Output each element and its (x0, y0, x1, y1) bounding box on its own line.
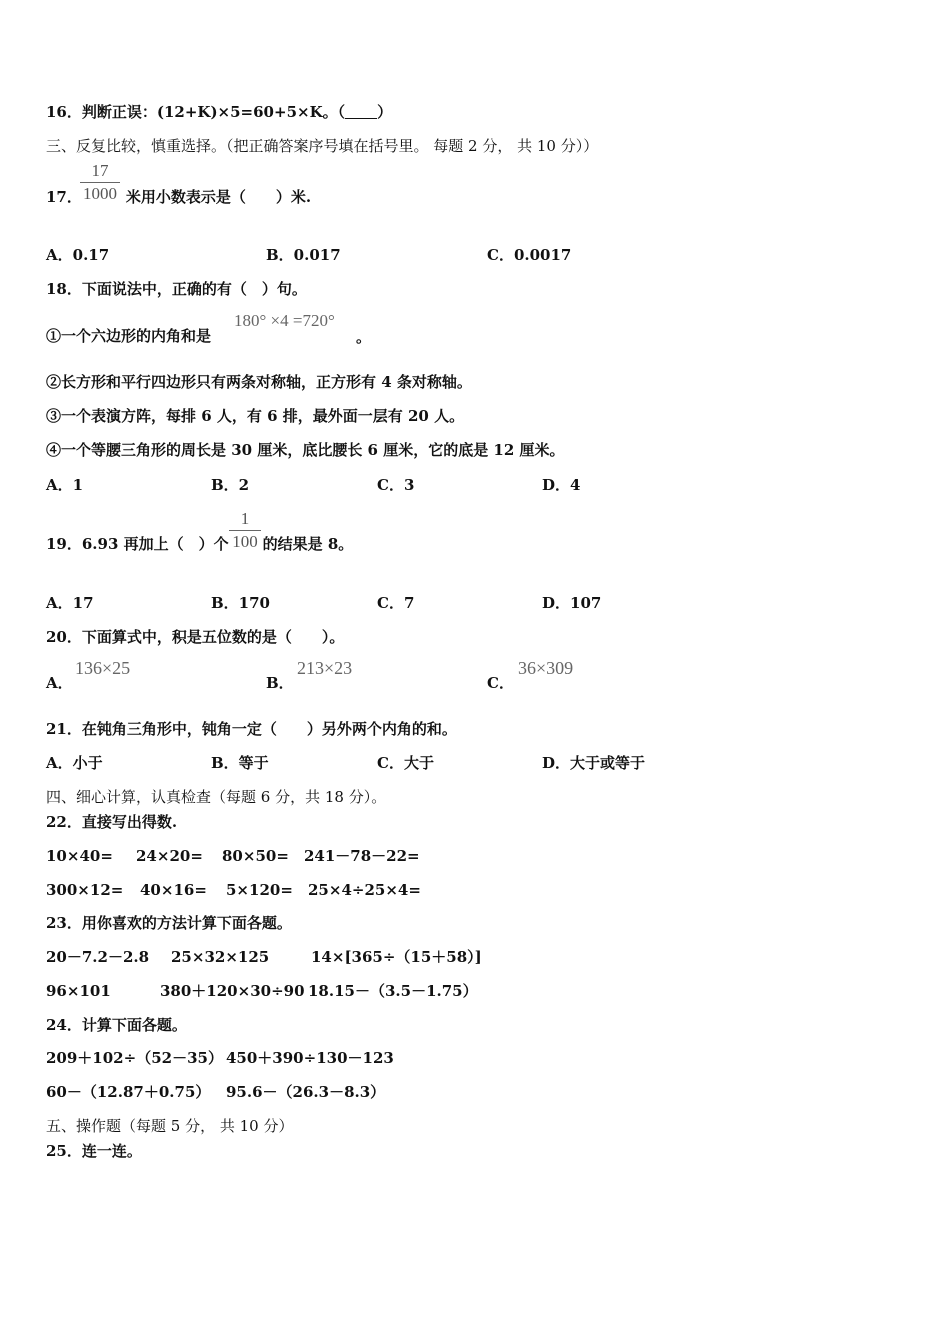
statement-1-period: 。 (356, 328, 372, 346)
question-20-stem: 20．下面算式中，积是五位数的是（ ）。 (46, 628, 345, 646)
option-c[interactable]: C．大于 (377, 754, 434, 772)
answer-blank[interactable] (345, 104, 377, 119)
question-16-close: ） (377, 103, 393, 121)
calc-item: 380＋120×30÷90 (160, 982, 305, 1000)
statement-1-text: ①一个六边形的内角和是 (46, 327, 212, 345)
question-18-stem: 18．下面说法中，正确的有（ ）句。 (46, 280, 307, 298)
fraction-numerator: 17 (91, 161, 109, 180)
option-c[interactable]: C．0.0017 (487, 246, 572, 264)
option-a[interactable]: A．17 (46, 594, 94, 612)
option-b[interactable]: B．170 (211, 594, 270, 612)
question-19-prefix: 19．6.93 再加上（ ）个 (46, 535, 229, 553)
question-16 (46, 102, 392, 122)
calc-item: 450＋390÷130－123 (226, 1049, 394, 1067)
calc-item: 20－7.2－2.8 (46, 948, 150, 966)
question-16-text: 16．判断正误：(12+K)×5=60+5×K。（ (46, 103, 346, 121)
option-d[interactable]: D．4 (542, 476, 581, 494)
calc-item: 25×4÷25×4= (308, 881, 421, 899)
question-19-suffix: 的结果是 8。 (262, 535, 354, 553)
question-21-stem: 21．在钝角三角形中，钝角一定（ ）另外两个内角的和。 (46, 720, 457, 738)
calc-item: 24×20= (136, 847, 203, 865)
calc-item: 18.15－（3.5－1.75） (308, 982, 478, 1000)
option-a-label[interactable]: A． (46, 674, 73, 692)
option-d[interactable]: D．大于或等于 (542, 754, 646, 772)
section-4-title: 四、细心计算，认真检查（每题 6 分，共 18 分）。 (46, 788, 387, 806)
option-a[interactable]: A．0.17 (46, 246, 110, 264)
calc-item: 5×120= (226, 881, 293, 899)
calc-item: 60－（12.87＋0.75） (46, 1083, 211, 1101)
statement-3: ③一个表演方阵，每排 6 人，有 6 排，最外面一层有 20 人。 (46, 407, 465, 425)
option-a[interactable]: A．1 (46, 476, 84, 494)
calc-item: 10×40= (46, 847, 113, 865)
calc-item: 40×16= (140, 881, 207, 899)
section-5-title: 五、操作题（每题 5 分， 共 10 分） (46, 1117, 294, 1135)
fraction-17-1000 (80, 161, 120, 204)
calc-item: 209＋102÷（52－35） (46, 1049, 223, 1067)
option-c[interactable]: C．7 (377, 594, 415, 612)
calc-item: 300×12= (46, 881, 124, 899)
option-b[interactable]: B．等于 (211, 754, 269, 772)
fraction-denominator: 1000 (83, 184, 117, 203)
question-17-number: 17． (46, 188, 82, 206)
calc-item: 241－78－22= (304, 847, 420, 865)
option-c-expression: 36×309 (518, 658, 574, 678)
calc-item: 95.6－（26.3－8.3） (226, 1083, 386, 1101)
question-19-stem (46, 534, 353, 554)
option-b-label[interactable]: B． (266, 674, 294, 692)
fraction-1-100 (229, 509, 261, 552)
option-c[interactable]: C．3 (377, 476, 415, 494)
calc-item: 96×101 (46, 982, 111, 1000)
calc-item: 80×50= (222, 847, 289, 865)
question-22-stem: 22．直接写出得数. (46, 813, 178, 831)
question-24-stem: 24．计算下面各题。 (46, 1016, 187, 1034)
calc-item: 14×[365÷（15＋58）] (311, 948, 482, 966)
option-b[interactable]: B．2 (211, 476, 250, 494)
question-17-suffix: 米用小数表示是（ ）米. (125, 188, 312, 206)
option-a-expression: 136×25 (75, 658, 131, 678)
statement-1 (46, 326, 211, 346)
calc-item: 25×32×125 (171, 948, 270, 966)
statement-4: ④一个等腰三角形的周长是 30 厘米，底比腰长 6 厘米，它的底是 12 厘米。 (46, 441, 565, 459)
question-25-stem: 25．连一连。 (46, 1142, 142, 1160)
section-3-title: 三、反复比较，慎重选择。（把正确答案序号填在括号里。 每题 2 分， 共 10 分）） (46, 137, 599, 155)
question-23-stem: 23．用你喜欢的方法计算下面各题。 (46, 914, 292, 932)
formula-angle-sum: 180° ×4 =720° (234, 311, 335, 330)
option-b-expression: 213×23 (297, 658, 353, 678)
fraction-denominator: 100 (232, 532, 258, 551)
fraction-numerator: 1 (240, 509, 250, 528)
statement-2: ②长方形和平行四边形只有两条对称轴，正方形有 4 条对称轴。 (46, 373, 472, 391)
option-d[interactable]: D．107 (542, 594, 602, 612)
option-c-label[interactable]: C． (487, 674, 514, 692)
option-b[interactable]: B．0.017 (266, 246, 341, 264)
option-a[interactable]: A．小于 (46, 754, 103, 772)
